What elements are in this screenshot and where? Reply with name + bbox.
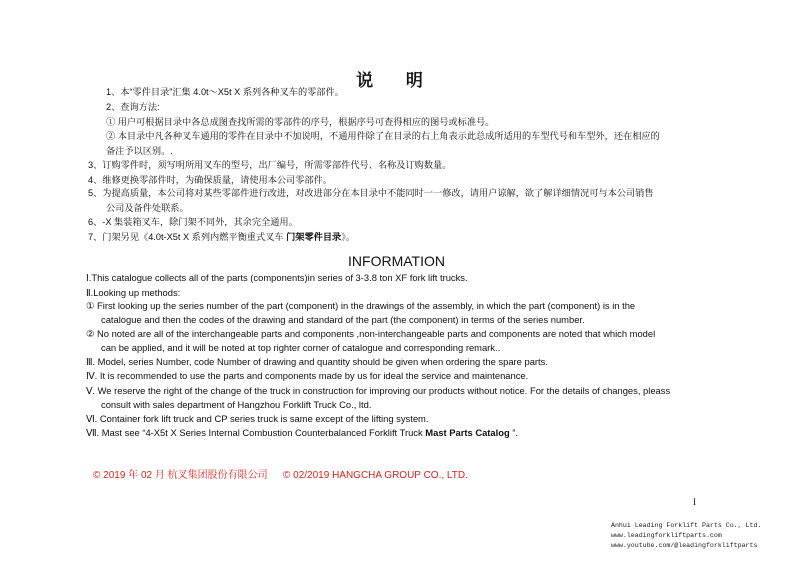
cn-line — [88, 231, 355, 243]
en-line: can be applied, and it will be noted at top righter corner of catalogue and corresponding remark.. — [101, 342, 501, 353]
english-title: INFORMATION — [348, 253, 445, 269]
en-line: Ⅰ.This catalogue collects all of the parts (components)in series of 3-3.8 ton XF fork lift trucks. — [86, 272, 468, 283]
en-line — [86, 427, 518, 439]
page-number: I — [693, 497, 696, 507]
cn-line: ① 用户可根据目录中各总成图查找所需的零部件的序号，根据序号可查得相应的图号或标准号。 — [106, 117, 495, 127]
en-line: ① First looking up the series number of the part (component) in the drawings of the assembly, in which the part (component) is in the — [86, 300, 636, 311]
copyright-english: © 02/2019 HANGCHA GROUP CO., LTD. — [283, 470, 468, 481]
watermark-company: Anhui Leading Forklift Parts Co., Ltd. — [611, 522, 762, 529]
cn-line-end: 》。 — [341, 232, 355, 242]
en-line: ② No noted are all of the interchangeable parts and components ,non-interchangeable parts and components are noted that which model — [86, 328, 656, 339]
en-line: catalogue and then the codes of the drawing and standard of the part (the component) in terms of the series number. — [101, 314, 585, 325]
cn-line: 2、查询方法: — [106, 102, 160, 112]
cn-mast-catalog: 门架零件目录 — [286, 232, 342, 242]
cn-line: 6、-X 集装箱叉车，除门架不同外，其余完全通用。 — [88, 217, 298, 227]
en-line: Ⅱ.Looking up methods: — [86, 287, 181, 298]
watermark-youtube: www.youtube.com/@leadingforkliftparts — [611, 542, 758, 549]
cn-line: 备注予以区别。. — [106, 146, 173, 156]
cn-line: 1、本“零件目录”汇集 4.0t～X5t X 系列各种叉车的零部件。 — [106, 87, 344, 97]
chinese-title: 说 明 — [356, 71, 437, 90]
cn-line: 3、订购零件时，须写明所用叉车的型号，出厂编号，所需零部件代号、名称及订购数量。 — [88, 160, 452, 170]
cn-line: 公司及备件处联系。 — [106, 203, 189, 213]
en-line: Ⅴ. We reserve the right of the change of the truck in construction for improving our products without notice. For the details of changes, pleass — [86, 385, 671, 396]
en-line-text: Ⅶ. Mast see “4-X5t X Series Internal Combustion Counterbalanced Forklift Truck — [86, 427, 426, 438]
cn-line: ② 本目录中凡各种叉车通用的零件在目录中不加说明，不通用件除了在目录的右上角表示此总成所适用的车型代号和车型外，还在相应的 — [106, 131, 660, 141]
cn-line-text: 7、门架另见《4.0t-X5t X 系列内燃平衡重式叉车 — [88, 232, 287, 242]
copyright-chinese: © 2019 年 02 月 杭叉集团股份有限公司 — [93, 470, 268, 481]
en-line: consult with sales department of Hangzhou Forklift Truck Co., ltd. — [101, 399, 372, 410]
en-line-end: ”. — [509, 427, 519, 438]
en-line: Ⅵ. Container fork lift truck and CP series truck is same except of the lifting system. — [86, 413, 429, 424]
cn-line: 5、为提高质量，本公司将对某些零部件进行改进，对改进部分在本目录中不能同时一一修改，请用户谅解，欲了解详细情况可与本公司销售 — [88, 188, 654, 198]
en-line: Ⅲ. Model, series Number, code Number of drawing and quantity should be given when ordering the spare parts. — [86, 356, 548, 367]
en-line: Ⅳ. It is recommended to use the parts and components made by us for ideal the service and maintenance. — [86, 370, 529, 381]
cn-line: 4、维修更换零部件时，为确保质量，请使用本公司零部件。 — [88, 175, 332, 185]
watermark-website: www.leadingforkliftparts.com — [611, 532, 722, 539]
en-mast-catalog: Mast Parts Catalog — [425, 427, 510, 438]
